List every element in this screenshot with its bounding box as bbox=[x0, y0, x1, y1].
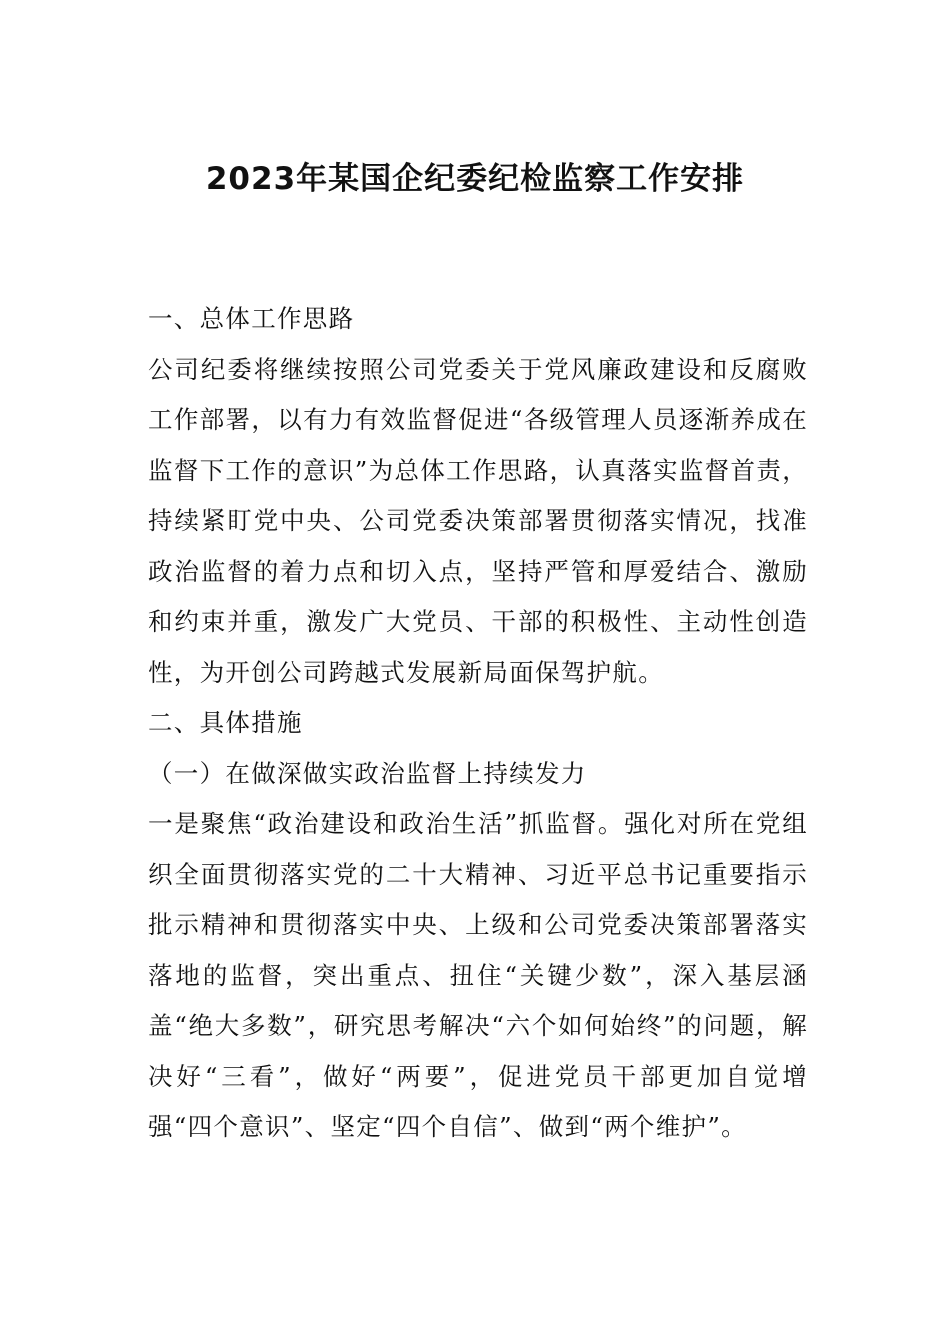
paragraph-overall-approach: 公司纪委将继续按照公司党委关于党风廉政建设和反腐败工作部署，以有力有效监督促进“各级管理人员逐渐养成在监督下工作的意识”为总体工作思路，认真落实监督首责，持续紧盯党中央、公司党委决策部署贯彻落实情况，找准政治监督的着力点和切入点，坚持严管和厚爱结合、激励和约束并重，激发广大党员、干部的积极性、主动性创造性，为开创公司跨越式发展新局面保驾护航。 bbox=[148, 354, 808, 687]
page-title: 2023年某国企纪委纪检监察工作安排 bbox=[205, 161, 745, 197]
document-body bbox=[148, 294, 808, 1153]
paragraph-political-supervision: 一是聚焦“政治建设和政治生活”抓监督。强化对所在党组织全面贯彻落实党的二十大精神、习近平总书记重要指示批示精神和贯彻落实中央、上级和公司党委决策部署落实落地的监督，突出重点、扭住“关键少数”，深入基层涵盖“绝大多数”，研究思考解决“六个如何始终”的问题，解决好“三看”，做好“两要”，促进党员干部更加自觉增强“四个意识”、坚定“四个自信”、做到“两个维护”。 bbox=[148, 809, 808, 1141]
subheading-political-supervision: （一）在做深做实政治监督上持续发力 bbox=[148, 758, 587, 788]
section-heading-overall-approach: 一、总体工作思路 bbox=[148, 304, 355, 333]
section-heading-specific-measures: 二、具体措施 bbox=[148, 708, 303, 737]
